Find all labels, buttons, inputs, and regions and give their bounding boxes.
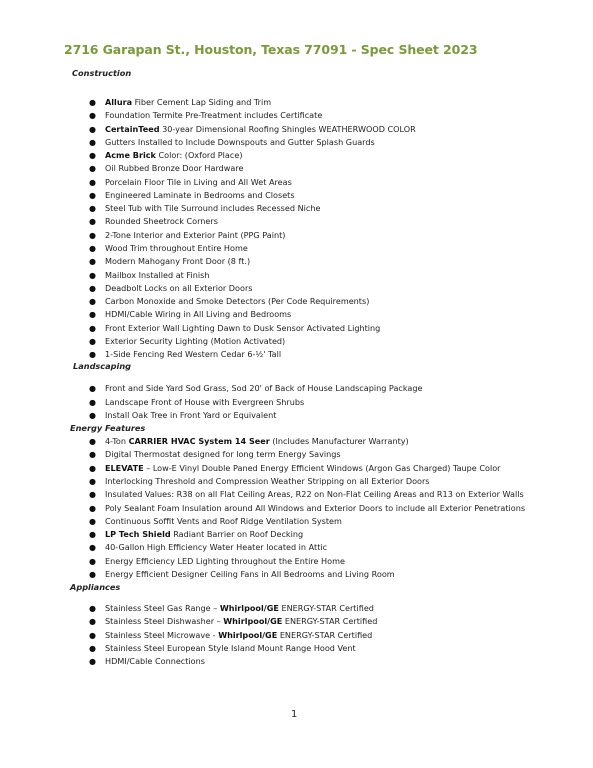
section-heading-appliances: Appliances xyxy=(70,582,121,592)
item-text: Modern Mahogany Front Door (8 ft.) xyxy=(105,256,251,267)
bullet-icon: ● xyxy=(89,164,96,174)
list-item xyxy=(89,397,304,407)
list-item xyxy=(89,177,292,187)
bullet-icon: ● xyxy=(89,204,96,214)
list-item xyxy=(89,516,342,526)
list-item xyxy=(89,243,248,253)
list-item xyxy=(89,489,524,499)
item-text: Insulated Values: R38 on all Flat Ceiling Areas, R22 on Non-Flat Ceiling Areas and R13 on Exterior Walls xyxy=(105,489,524,500)
list-item xyxy=(89,296,369,306)
list-item xyxy=(89,603,374,613)
bullet-icon: ● xyxy=(89,463,96,473)
list-item xyxy=(89,163,244,173)
item-text: Wood Trim throughout Entire Home xyxy=(105,242,248,253)
list-item xyxy=(89,349,281,359)
list-item xyxy=(89,124,416,134)
list-item xyxy=(89,256,250,266)
bullet-icon: ● xyxy=(89,657,96,667)
item-text: ENERGY-STAR Certified xyxy=(282,616,378,627)
bullet-icon: ● xyxy=(89,503,96,513)
bullet-icon: ● xyxy=(89,217,96,227)
list-item xyxy=(89,476,430,486)
item-text: HDMI/Cable Connections xyxy=(105,656,205,667)
item-brand: Whirlpool/GE xyxy=(218,629,278,640)
item-text: Deadbolt Locks on all Exterior Doors xyxy=(105,282,253,293)
list-item xyxy=(89,630,372,640)
list-item xyxy=(89,410,276,420)
item-text: Energy Efficient Designer Ceiling Fans in All Bedrooms and Living Room xyxy=(105,569,395,579)
item-text: Foundation Termite Pre-Treatment includes Certificate xyxy=(105,110,323,121)
bullet-icon: ● xyxy=(89,230,96,240)
item-text: Color: (Oxford Place) xyxy=(155,150,243,161)
item-text: 40-Gallon High Efficiency Water Heater located in Attic xyxy=(105,542,328,553)
item-prefix: Stainless Steel Dishwasher – xyxy=(105,616,224,627)
list-item xyxy=(89,436,409,446)
bullet-icon: ● xyxy=(89,151,96,161)
list-item xyxy=(89,643,356,653)
bullet-icon: ● xyxy=(89,643,96,653)
bullet-icon: ● xyxy=(89,297,96,307)
bullet-icon: ● xyxy=(89,124,96,134)
list-item xyxy=(89,463,500,473)
item-text: Carbon Monoxide and Smoke Detectors (Per Code Requirements) xyxy=(105,296,370,307)
list-item xyxy=(89,336,285,346)
list-item xyxy=(89,137,375,147)
item-prefix: Stainless Steel Microwave - xyxy=(105,629,219,640)
list-item xyxy=(89,556,345,566)
bullet-icon: ● xyxy=(89,604,96,613)
bullet-icon: ● xyxy=(89,397,96,407)
list-item xyxy=(89,216,218,226)
bullet-icon: ● xyxy=(89,190,96,200)
bullet-icon: ● xyxy=(89,450,96,460)
section-heading-construction: Construction xyxy=(72,68,132,78)
list-item xyxy=(89,110,322,120)
item-text: Front Exterior Wall Lighting Dawn to Dusk Sensor Activated Lighting xyxy=(105,322,381,333)
item-text: – Low-E Vinyl Double Paned Energy Efficient Windows (Argon Gas Charged) Taupe Color xyxy=(143,462,501,473)
item-text: ENERGY-STAR Certified xyxy=(278,603,374,613)
list-item xyxy=(89,190,295,200)
document-title: 2716 Garapan St., Houston, Texas 77091 - Spec Sheet 2023 xyxy=(64,42,478,57)
bullet-icon: ● xyxy=(89,243,96,253)
item-brand: LP Tech Shield xyxy=(105,529,171,540)
item-text: 1-Side Fencing Red Western Cedar 6-½' Tall xyxy=(105,349,282,360)
item-text: Poly Sealant Foam Insulation around All Windows and Exterior Doors to include all Exterior Penetrations xyxy=(105,502,526,513)
item-text: HDMI/Cable Wiring in All Living and Bedrooms xyxy=(105,309,292,320)
list-item xyxy=(89,449,341,459)
item-brand: CARRIER HVAC System 14 Seer xyxy=(128,436,270,446)
item-text: Porcelain Floor Tile in Living and All Wet Areas xyxy=(105,176,292,187)
item-text: Install Oak Tree in Front Yard or Equivalent xyxy=(105,410,277,420)
list-item xyxy=(89,270,209,280)
bullet-icon: ● xyxy=(89,530,96,540)
item-brand: Allura xyxy=(105,97,133,107)
bullet-icon: ● xyxy=(89,543,96,553)
bullet-icon: ● xyxy=(89,336,96,346)
list-item xyxy=(89,656,205,666)
bullet-icon: ● xyxy=(89,476,96,486)
bullet-icon: ● xyxy=(89,617,96,627)
list-item xyxy=(89,529,303,539)
item-text: Interlocking Threshold and Compression Weather Stripping on all Exterior Doors xyxy=(105,475,430,486)
item-text: Mailbox Installed at Finish xyxy=(105,269,210,280)
bullet-icon: ● xyxy=(89,310,96,320)
item-text: Continuous Soffit Vents and Roof Ridge Ventilation System xyxy=(105,515,342,526)
page-number: 1 xyxy=(291,709,298,720)
item-brand: ELEVATE xyxy=(105,462,144,473)
item-brand: Whirlpool/GE xyxy=(219,603,279,613)
item-text: Gutters Installed to Include Downspouts and Gutter Splash Guards xyxy=(105,136,375,147)
bullet-icon: ● xyxy=(89,556,96,566)
item-text: Engineered Laminate in Bedrooms and Closets xyxy=(105,189,295,200)
item-text: (Includes Manufacturer Warranty) xyxy=(269,436,409,446)
item-text: 30-year Dimensional Roofing Shingles WEATHERWOOD COLOR xyxy=(159,123,416,134)
bullet-icon: ● xyxy=(89,257,96,267)
bullet-icon: ● xyxy=(89,111,96,121)
list-item xyxy=(89,383,422,393)
section-heading-energy: Energy Features xyxy=(70,423,146,433)
list-item xyxy=(89,230,285,240)
list-item xyxy=(89,309,291,319)
bullet-icon: ● xyxy=(89,323,96,333)
item-brand: CertainTeed xyxy=(105,123,160,134)
item-text: Exterior Security Lighting (Motion Activated) xyxy=(105,335,286,346)
item-text: Fiber Cement Lap Siding and Trim xyxy=(132,97,272,107)
item-prefix: Stainless Steel Gas Range – xyxy=(105,603,220,613)
bullet-icon: ● xyxy=(89,283,96,293)
bullet-icon: ● xyxy=(89,350,96,360)
bullet-icon: ● xyxy=(89,437,96,446)
item-text: Radiant Barrier on Roof Decking xyxy=(170,529,304,540)
list-item xyxy=(89,616,377,626)
bullet-icon: ● xyxy=(89,570,96,579)
item-text: Steel Tub with Tile Surround includes Recessed Niche xyxy=(105,203,321,214)
list-item xyxy=(89,97,271,107)
item-text: Stainless Steel European Style Island Mount Range Hood Vent xyxy=(105,642,356,653)
item-text: Rounded Sheetrock Corners xyxy=(105,216,218,227)
item-prefix: 4-Ton xyxy=(105,436,129,446)
bullet-icon: ● xyxy=(89,137,96,147)
item-text: 2-Tone Interior and Exterior Paint (PPG Paint) xyxy=(105,229,286,240)
bullet-icon: ● xyxy=(89,384,96,393)
bullet-icon: ● xyxy=(89,411,96,420)
item-text: Landscape Front of House with Evergreen Shrubs xyxy=(105,396,305,407)
section-heading-landscaping: Landscaping xyxy=(73,361,132,371)
bullet-icon: ● xyxy=(89,630,96,640)
item-text: Front and Side Yard Sod Grass, Sod 20' of Back of House Landscaping Package xyxy=(105,383,423,393)
bullet-icon: ● xyxy=(89,98,96,107)
item-text: Digital Thermostat designed for long term Energy Savings xyxy=(105,449,341,460)
item-text: Oil Rubbed Bronze Door Hardware xyxy=(105,163,244,174)
bullet-icon: ● xyxy=(89,516,96,526)
item-text: Energy Efficiency LED Lighting throughout the Entire Home xyxy=(105,555,345,566)
bullet-icon: ● xyxy=(89,270,96,280)
bullet-icon: ● xyxy=(89,177,96,187)
item-text: ENERGY-STAR Certified xyxy=(277,629,373,640)
list-item xyxy=(89,283,253,293)
list-item xyxy=(89,203,320,213)
list-item xyxy=(89,150,242,160)
list-item xyxy=(89,569,395,579)
list-item xyxy=(89,542,327,552)
list-item xyxy=(89,323,380,333)
item-brand: Whirlpool/GE xyxy=(223,616,283,627)
bullet-icon: ● xyxy=(89,490,96,500)
list-item xyxy=(89,503,525,513)
item-brand: Acme Brick xyxy=(105,150,156,161)
